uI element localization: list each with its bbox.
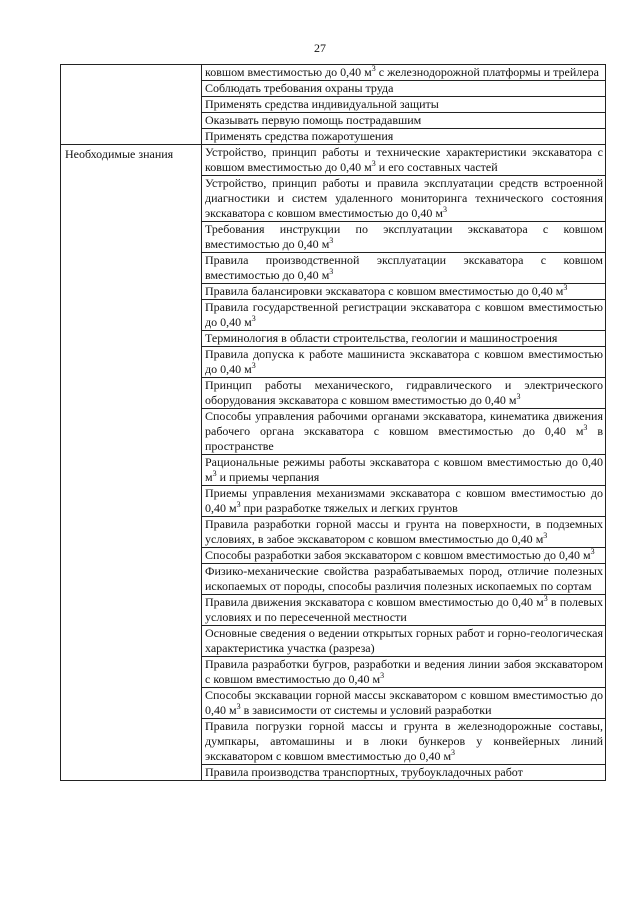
requirement-item: Правила производства транспортных, трубоукладочных работ	[202, 765, 606, 781]
requirement-item: Правила допуска к работе машиниста экскаватора с ковшом вместимостью до 0,40 $м^3$	[202, 347, 606, 378]
section-label: Необходимые знания	[61, 145, 202, 781]
requirement-item: Устройство, принцип работы и правила эксплуатации средств встроенной диагностики и систем удаленного мониторинга технического состояния экскаватора с ковшом вместимостью до 0,40 $м^3$	[202, 176, 606, 222]
requirement-item: Терминология в области строительства, геологии и машиностроения	[202, 331, 606, 347]
requirement-item: ковшом вместимостью до 0,40 $м^3$ с железнодорожной платформы и трейлера	[202, 65, 606, 81]
requirement-item: Способы управления рабочими органами экскаватора, кинематика движения рабочего органа экскаватора с ковшом вместимостью до 0,40 $м^3$ в пространстве	[202, 409, 606, 455]
requirement-item: Устройство, принцип работы и технические характеристики экскаватора с ковшом вместимостью до 0,40 $м^3$ и его составных частей	[202, 145, 606, 176]
table-row	[61, 145, 606, 176]
section-label-empty	[61, 65, 202, 145]
requirement-item: Правила балансировки экскаватора с ковшом вместимостью до 0,40 $м^3$	[202, 284, 606, 300]
page-number: 27	[314, 41, 326, 55]
requirement-item: Правила разработки бугров, разработки и ведения линии забоя экскаватором с ковшом вместимостью до 0,40 $м^3$	[202, 657, 606, 688]
requirement-item: Правила государственной регистрации экскаватора с ковшом вместимостью до 0,40 $м^3$	[202, 300, 606, 331]
requirement-item: Оказывать первую помощь пострадавшим	[202, 113, 606, 129]
requirement-item: Физико-механические свойства разрабатываемых пород, отличие полезных ископаемых от породы, способы различия полезных ископаемых по сортам	[202, 564, 606, 595]
table-row	[61, 65, 606, 81]
requirement-item: Приемы управления механизмами экскаватора с ковшом вместимостью до 0,40 $м^3$ при разработке тяжелых и легких грунтов	[202, 486, 606, 517]
requirement-item: Правила погрузки горной массы и грунта в железнодорожные составы, думпкары, автомашины и в люки бункеров у конвейерных линий экскаватором с ковшом вместимостью до 0,40 $м^3$	[202, 719, 606, 765]
requirement-item: Правила разработки горной массы и грунта на поверхности, в подземных условиях, в забое экскаватором с ковшом вместимостью до 0,40 $м^3$	[202, 517, 606, 548]
requirement-item: Правила производственной эксплуатации экскаватора с ковшом вместимостью до 0,40 $м^3$	[202, 253, 606, 284]
requirement-item: Соблюдать требования охраны труда	[202, 81, 606, 97]
requirement-item: Основные сведения о ведении открытых горных работ и горно-геологическая характеристика участка (разреза)	[202, 626, 606, 657]
competency-table	[60, 64, 606, 781]
requirement-item: Правила движения экскаватора с ковшом вместимостью до 0,40 $м^3$ в полевых условиях и по пересеченной местности	[202, 595, 606, 626]
table-body	[61, 65, 606, 781]
requirement-item: Применять средства пожаротушения	[202, 129, 606, 145]
requirement-item: Применять средства индивидуальной защиты	[202, 97, 606, 113]
requirement-item: Способы экскавации горной массы экскаватором с ковшом вместимостью до 0,40 $м^3$ в зависимости от системы и условий разработки	[202, 688, 606, 719]
requirement-item: Принцип работы механического, гидравлического и электрического оборудования экскаватора с ковшом вместимостью до 0,40 $м^3$	[202, 378, 606, 409]
requirement-item: Способы разработки забоя экскаватором с ковшом вместимостью до 0,40 $м^3$	[202, 548, 606, 564]
requirement-item: Рациональные режимы работы экскаватора с ковшом вместимостью до 0,40 $м^3$ и приемы черпания	[202, 455, 606, 486]
requirement-item: Требования инструкции по эксплуатации экскаватора с ковшом вместимостью до 0,40 $м^3$	[202, 222, 606, 253]
